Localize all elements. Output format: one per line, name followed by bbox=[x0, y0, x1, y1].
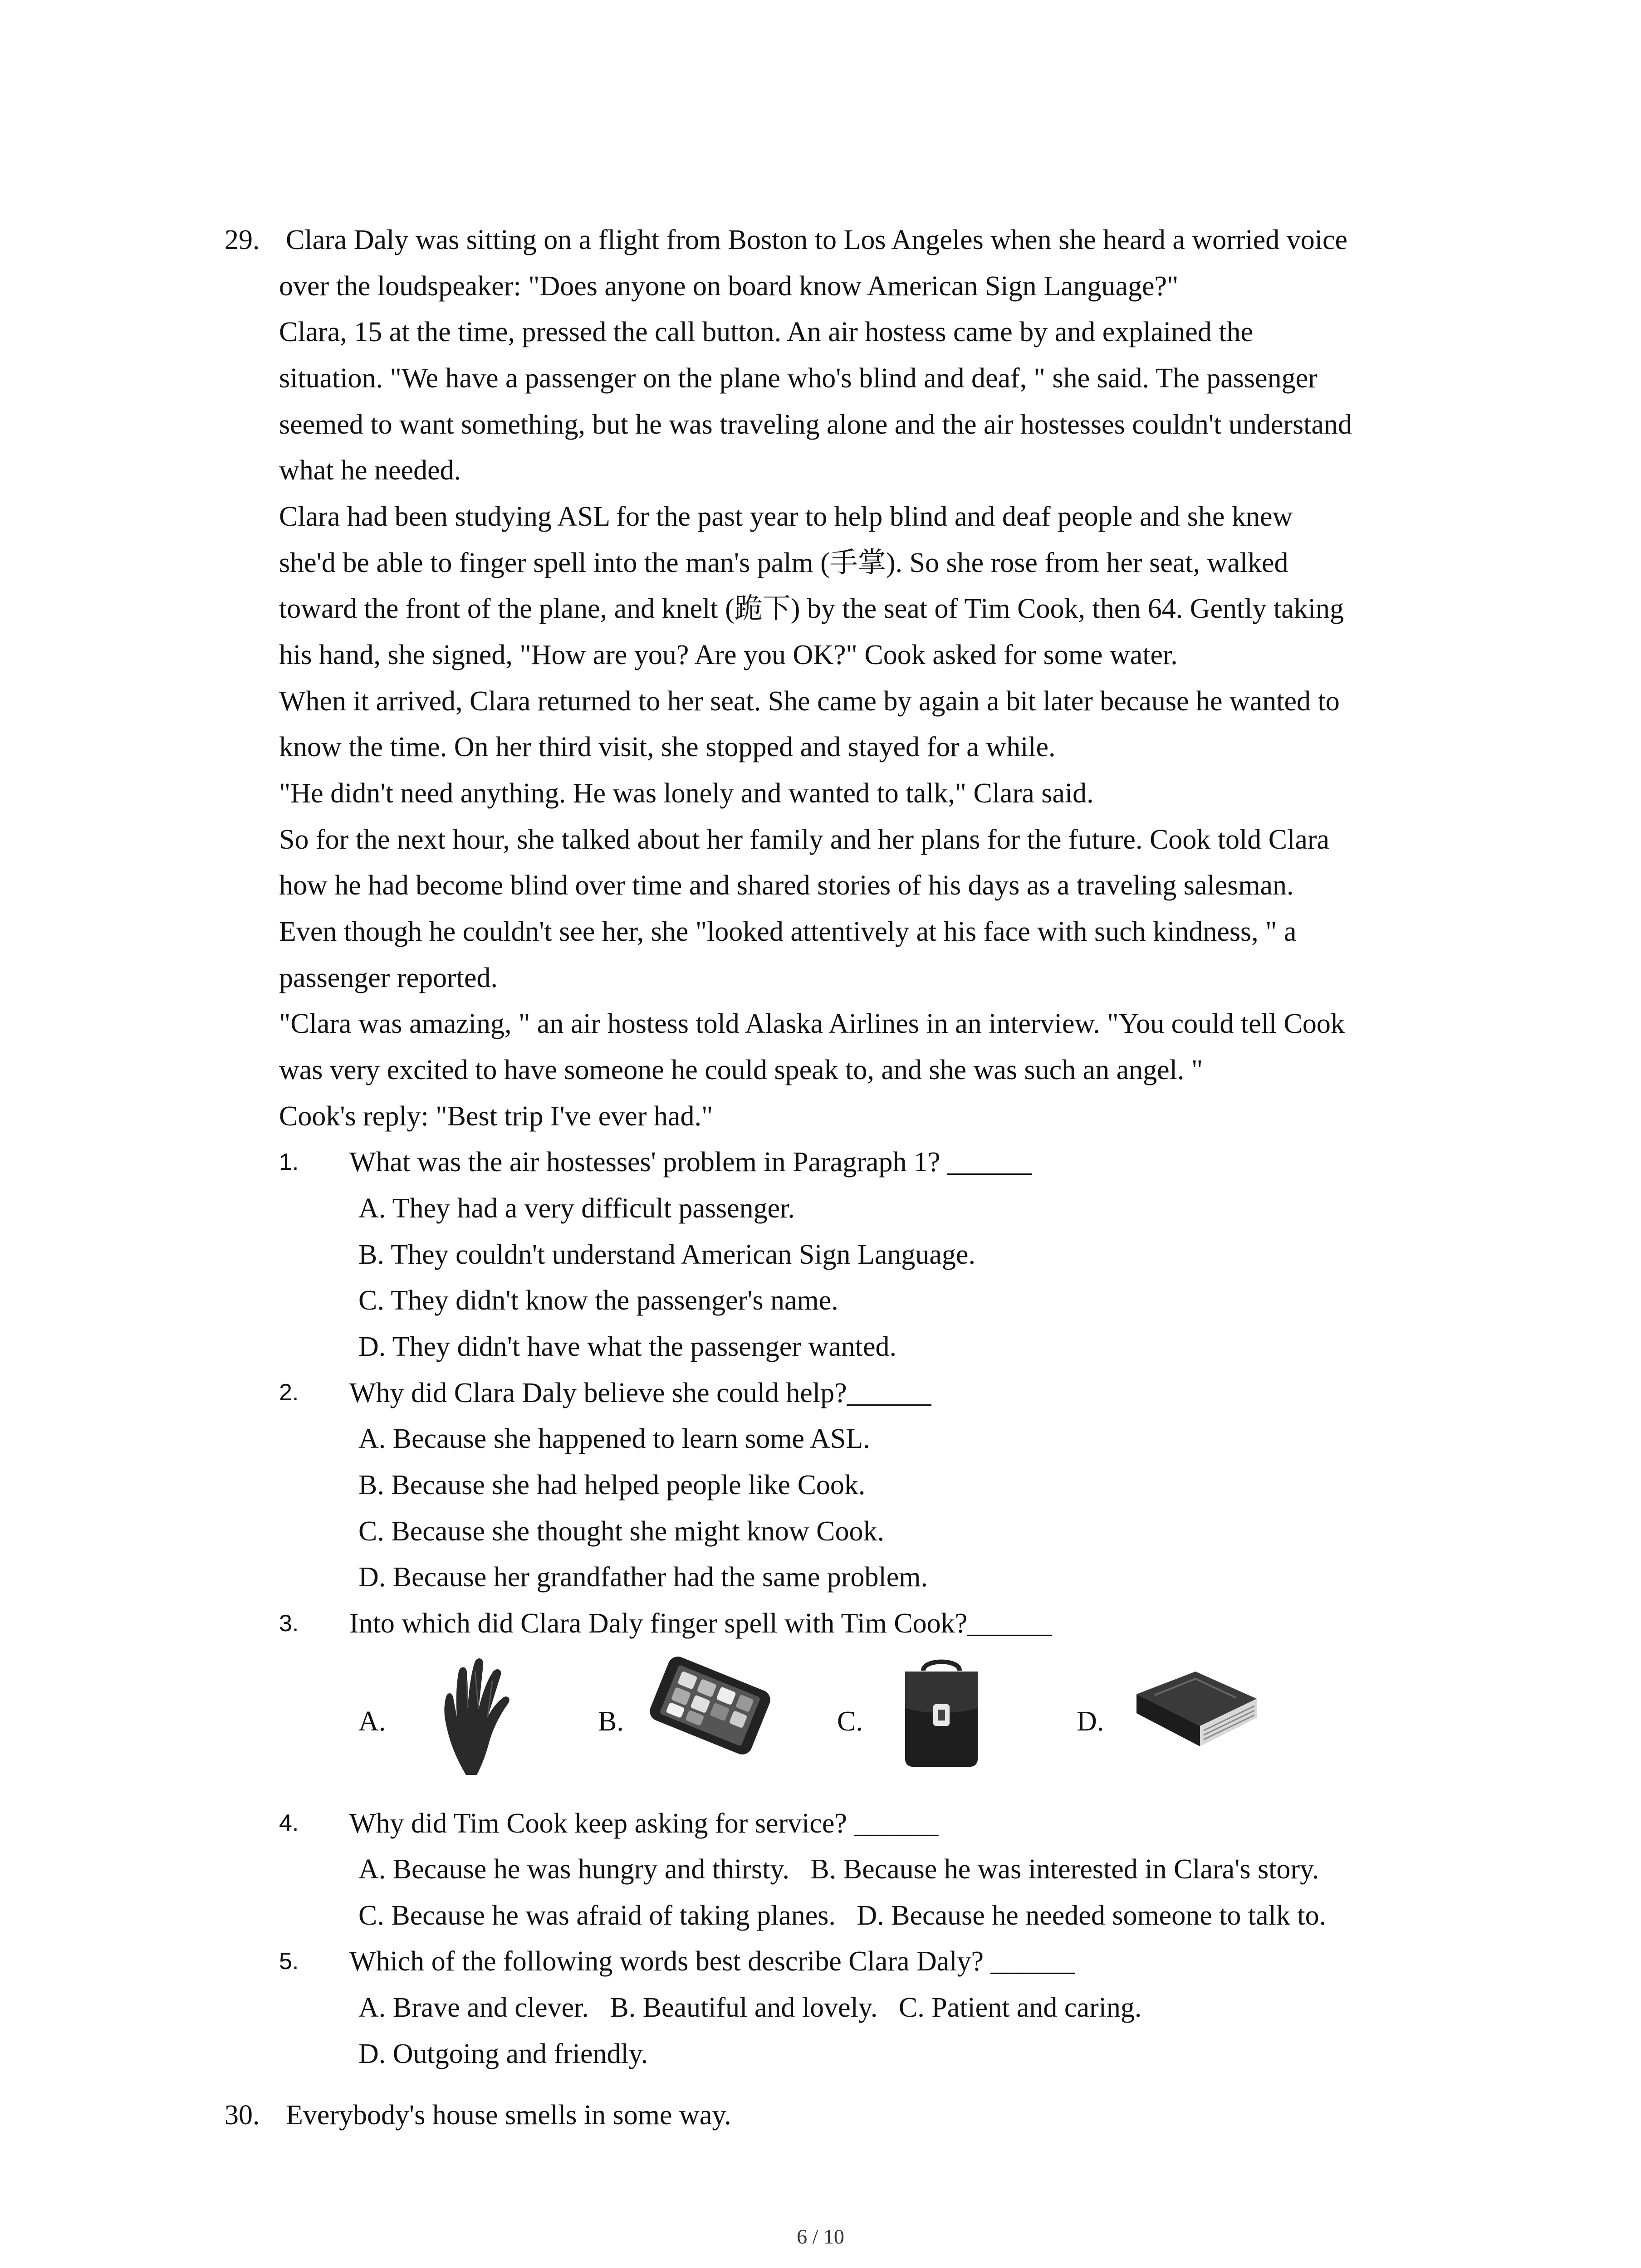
answer-option[interactable]: C. They didn't know the passenger's name. bbox=[358, 1285, 838, 1316]
passage-line: was very excited to have someone he could speak to, and she was such an angel. " bbox=[279, 1055, 1203, 1085]
answer-option-line[interactable]: D. Outgoing and friendly. bbox=[358, 2038, 648, 2069]
answer-option[interactable]: B. Because she had helped people like Cook. bbox=[358, 1470, 866, 1501]
answer-option-line[interactable]: C. Because he was afraid of taking planes. D. Because he needed someone to talk to. bbox=[358, 1900, 1327, 1931]
picture-option-label: C. bbox=[837, 1706, 863, 1737]
passage-line: When it arrived, Clara returned to her seat. She came by again a bit later because he wanted to bbox=[279, 686, 1340, 717]
sub-question-number: 1. bbox=[279, 1149, 299, 1175]
answer-option[interactable]: A. Because she happened to learn some ASL. bbox=[358, 1423, 870, 1454]
answer-option[interactable]: A. They had a very difficult passenger. bbox=[358, 1193, 795, 1224]
picture-option-label: A. bbox=[358, 1706, 386, 1737]
passage-line: his hand, she signed, "How are you? Are you OK?" Cook asked for some water. bbox=[279, 640, 1178, 670]
passage-line: know the time. On her third visit, she stopped and stayed for a while. bbox=[279, 732, 1056, 763]
question-30-number: 30. bbox=[225, 2100, 260, 2131]
answer-option-line[interactable]: A. Brave and clever. B. Beautiful and lovely. C. Patient and caring. bbox=[358, 1992, 1142, 2023]
sub-question-number: 2. bbox=[279, 1379, 299, 1406]
sub-question-text: Which of the following words best describe Clara Daly? ______ bbox=[349, 1946, 1075, 1977]
passage-line: "Clara was amazing, " an air hostess told Alaska Airlines in an interview. "You could tell Cook bbox=[279, 1008, 1345, 1039]
passage-line: Clara had been studying ASL for the past year to help blind and deaf people and she knew bbox=[279, 501, 1293, 532]
passage-line: "He didn't need anything. He was lonely and wanted to talk," Clara said. bbox=[279, 778, 1094, 809]
picture-option-label: B. bbox=[598, 1706, 624, 1737]
passage-line: Clara Daly was sitting on a flight from Boston to Los Angeles when she heard a worried voice bbox=[286, 225, 1347, 255]
hand-icon bbox=[424, 1653, 515, 1780]
answer-option[interactable]: D. They didn't have what the passenger wanted. bbox=[358, 1331, 896, 1362]
book-icon bbox=[1127, 1662, 1264, 1758]
sub-question-text: Why did Tim Cook keep asking for service? ______ bbox=[349, 1808, 939, 1839]
sub-question-text: Into which did Clara Daly finger spell with Tim Cook?______ bbox=[349, 1608, 1052, 1639]
passage-line: what he needed. bbox=[279, 455, 461, 486]
sub-question-number: 3. bbox=[279, 1610, 299, 1637]
passage-line: situation. "We have a passenger on the plane who's blind and deaf, " she said. The passenger bbox=[279, 363, 1318, 394]
sub-question-text: What was the air hostesses' problem in Paragraph 1? ______ bbox=[349, 1147, 1032, 1178]
page-number: 6 / 10 bbox=[797, 2225, 844, 2248]
answer-option[interactable]: C. Because she thought she might know Cook. bbox=[358, 1516, 884, 1547]
sub-question-text: Why did Clara Daly believe she could help?______ bbox=[349, 1378, 931, 1408]
passage-line: So for the next hour, she talked about her family and her plans for the future. Cook told Clara bbox=[279, 824, 1330, 855]
bag-icon bbox=[892, 1653, 991, 1771]
question-30-text: Everybody's house smells in some way. bbox=[286, 2100, 731, 2131]
phone-icon bbox=[635, 1647, 785, 1765]
sub-question-number: 4. bbox=[279, 1810, 299, 1836]
passage-line: toward the front of the plane, and knelt (跪下) by the seat of Tim Cook, then 64. Gently taking bbox=[279, 593, 1344, 624]
answer-option[interactable]: D. Because her grandfather had the same problem. bbox=[358, 1562, 928, 1593]
question-29-number: 29. bbox=[225, 225, 260, 255]
passage-line: how he had become blind over time and shared stories of his days as a traveling salesman. bbox=[279, 870, 1294, 901]
passage-line: passenger reported. bbox=[279, 963, 498, 993]
passage-line: over the loudspeaker: "Does anyone on board know American Sign Language?" bbox=[279, 271, 1179, 302]
passage-line: Cook's reply: "Best trip I've ever had." bbox=[279, 1101, 713, 1132]
picture-option-label: D. bbox=[1077, 1706, 1104, 1737]
sub-question-number: 5. bbox=[279, 1948, 299, 1975]
passage-line: seemed to want something, but he was traveling alone and the air hostesses couldn't understand bbox=[279, 409, 1352, 440]
passage-line: Even though he couldn't see her, she "looked attentively at his face with such kindness, " a bbox=[279, 916, 1297, 947]
passage-line: she'd be able to finger spell into the man's palm (手掌). So she rose from her seat, walked bbox=[279, 547, 1288, 578]
answer-option-line[interactable]: A. Because he was hungry and thirsty. B. Because he was interested in Clara's story. bbox=[358, 1854, 1319, 1885]
passage-line: Clara, 15 at the time, pressed the call button. An air hostess came by and explained the bbox=[279, 317, 1253, 347]
answer-option[interactable]: B. They couldn't understand American Sign Language. bbox=[358, 1239, 975, 1270]
